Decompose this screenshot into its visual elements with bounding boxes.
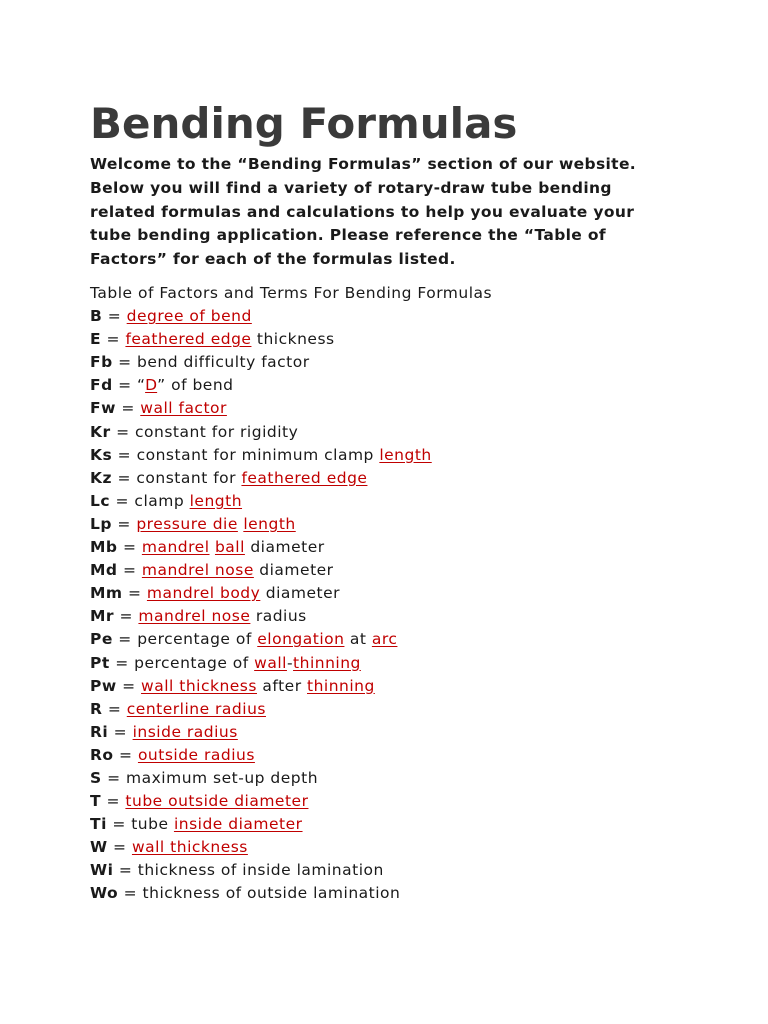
term-link[interactable]: arc (371, 630, 398, 649)
term-text: = (117, 561, 142, 580)
term-text: = (117, 538, 142, 557)
term-text: = (107, 838, 132, 857)
term-link[interactable]: wall thickness (141, 676, 257, 695)
term-link[interactable]: mandrel body (146, 584, 261, 603)
term-text: = “ (112, 376, 146, 395)
term-row (90, 605, 710, 628)
intro-line: Welcome to the “Bending Formulas” section of our website. (90, 155, 637, 173)
term-text: = maximum set-up depth (101, 768, 319, 787)
term-link[interactable]: mandrel nose (138, 607, 251, 626)
intro-line: Below you will find a variety of rotary-draw tube bending (90, 178, 612, 197)
terms-rows (90, 305, 710, 905)
term-row (90, 767, 710, 790)
term-symbol: Mm (90, 584, 123, 603)
term-symbol: Ri (90, 722, 109, 741)
term-symbol: Fd (90, 376, 113, 395)
term-symbol: Fb (90, 353, 113, 372)
term-link[interactable]: length (243, 514, 296, 533)
term-link[interactable]: inside diameter (173, 815, 303, 834)
term-text: = clamp (110, 491, 190, 510)
term-text: = (115, 399, 141, 418)
term-symbol: Kr (90, 422, 111, 441)
term-symbol: S (90, 768, 102, 787)
term-text: = percentage of (112, 630, 258, 649)
term-text: = (114, 607, 139, 626)
term-text: diameter (244, 538, 325, 557)
term-row (90, 744, 710, 767)
term-link[interactable]: thinning (293, 653, 361, 672)
terms-list (90, 282, 710, 906)
term-link[interactable]: feathered edge (241, 468, 368, 487)
term-symbol: Md (90, 561, 118, 580)
term-symbol: Fw (90, 399, 116, 418)
term-text: = (116, 676, 142, 695)
term-text: = thickness of inside lamination (113, 861, 384, 880)
term-row (90, 675, 710, 698)
term-row (90, 328, 710, 351)
term-row (90, 652, 710, 675)
term-symbol: Wi (90, 861, 114, 880)
term-text: = constant for minimum clamp (112, 445, 380, 464)
term-link[interactable]: length (379, 445, 432, 464)
term-link[interactable]: pressure die (136, 514, 238, 533)
term-symbol: R (90, 699, 103, 718)
term-row (90, 351, 710, 374)
term-symbol: B (90, 307, 103, 326)
term-row (90, 582, 710, 605)
term-row (90, 513, 710, 536)
term-text: after (256, 676, 307, 695)
term-text: = constant for (112, 468, 242, 487)
term-symbol: W (90, 838, 108, 857)
term-row (90, 721, 710, 744)
term-row (90, 859, 710, 882)
term-text: = bend difficulty factor (112, 353, 310, 372)
term-link[interactable]: centerline radius (126, 699, 266, 718)
terms-heading: Table of Factors and Terms For Bending Formulas (90, 284, 493, 302)
term-row (90, 305, 710, 328)
term-link[interactable]: mandrel (141, 538, 210, 557)
term-row (90, 444, 710, 467)
term-text: - (286, 653, 294, 672)
term-symbol: Pe (90, 630, 113, 649)
term-link[interactable]: tube outside diameter (125, 792, 309, 811)
page-title: Bending Formulas (90, 99, 518, 148)
term-link[interactable]: ball (214, 538, 245, 557)
term-row (90, 813, 710, 836)
term-row (90, 374, 710, 397)
term-row (90, 790, 710, 813)
term-link[interactable]: degree of bend (126, 307, 252, 326)
term-symbol: Mb (90, 538, 118, 557)
term-symbol: Lp (90, 514, 112, 533)
term-symbol: Ks (90, 445, 113, 464)
term-text: = (113, 745, 138, 764)
term-row (90, 559, 710, 582)
term-symbol: Mr (90, 607, 115, 626)
intro-paragraph (90, 153, 690, 272)
term-link[interactable]: elongation (257, 630, 345, 649)
term-link[interactable]: feathered edge (125, 330, 252, 349)
term-text: diameter (260, 584, 341, 603)
term-text: = percentage of (109, 653, 255, 672)
term-symbol: Lc (90, 491, 111, 510)
intro-line: tube bending application. Please reference the “Table of (90, 226, 607, 245)
term-row (90, 397, 710, 420)
term-text: ” of bend (157, 376, 234, 395)
term-row (90, 467, 710, 490)
term-row (90, 882, 710, 905)
term-text: = (122, 584, 147, 603)
term-text: radius (250, 607, 307, 626)
term-link[interactable]: wall factor (140, 399, 227, 418)
term-text: = (101, 330, 126, 349)
term-text: = thickness of outside lamination (118, 884, 401, 903)
term-text: = (102, 307, 127, 326)
term-link[interactable]: wall thickness (131, 838, 248, 857)
term-link[interactable]: D (145, 376, 158, 395)
term-symbol: Ti (90, 815, 107, 834)
term-symbol: E (90, 330, 102, 349)
term-row (90, 490, 710, 513)
term-text: = tube (106, 815, 174, 834)
term-text: = (111, 514, 137, 533)
intro-line: related formulas and calculations to help you evaluate your (90, 202, 635, 221)
term-symbol: T (90, 792, 102, 811)
term-row (90, 536, 710, 559)
term-link[interactable]: outside radius (137, 745, 255, 764)
term-text: = (108, 722, 133, 741)
term-symbol: Ro (90, 745, 114, 764)
term-text: = (102, 699, 127, 718)
term-text: at (344, 630, 372, 649)
term-symbol: Pw (90, 676, 117, 695)
term-link[interactable]: length (189, 491, 243, 510)
intro-line: Factors” for each of the formulas listed. (90, 250, 456, 269)
term-text: = (101, 792, 126, 811)
term-link[interactable]: mandrel nose (141, 561, 254, 580)
term-row (90, 698, 710, 721)
term-text: = constant for rigidity (110, 422, 299, 441)
term-text: diameter (253, 561, 334, 580)
term-row (90, 836, 710, 859)
term-symbol: Kz (90, 468, 113, 487)
term-symbol: Pt (90, 653, 110, 672)
term-text: thickness (251, 330, 335, 349)
term-link[interactable]: thinning (307, 676, 375, 695)
term-symbol: Wo (90, 884, 119, 903)
term-link[interactable]: inside radius (132, 722, 238, 741)
term-link[interactable]: wall (254, 653, 287, 672)
term-row (90, 628, 710, 651)
term-row (90, 421, 710, 444)
